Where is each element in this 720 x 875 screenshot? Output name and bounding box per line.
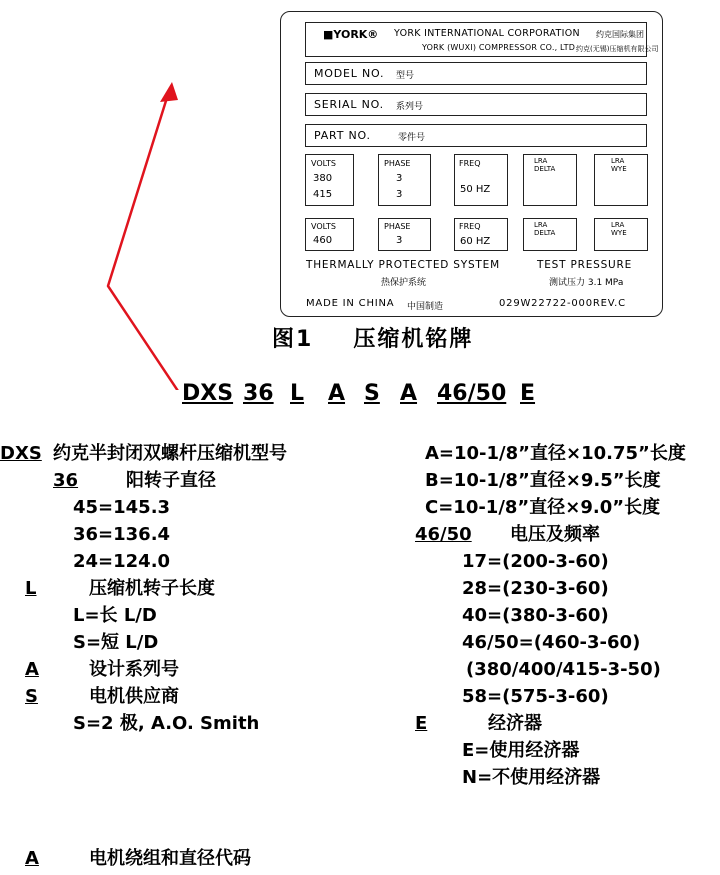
company-name: YORK INTERNATIONAL CORPORATION: [394, 28, 580, 39]
supplier-desc: 电机供应商: [89, 686, 179, 707]
economizer-desc: 经济器: [488, 713, 542, 734]
test-pressure-cn: 测试压力 3.1 MPa: [549, 278, 624, 288]
york-logo: ■YORK®: [323, 28, 379, 41]
serial-label-cn: 系列号: [396, 102, 424, 112]
voltage-option: 40=(380-3-60): [462, 605, 609, 626]
dxs-code: DXS: [0, 443, 42, 464]
lra-label: LRA: [611, 157, 625, 165]
delta-label: DELTA: [534, 229, 556, 237]
phase-label: PHASE: [384, 222, 411, 231]
freq-value: 50 HZ: [460, 184, 491, 195]
volts-label: VOLTS: [311, 159, 336, 168]
company2-name: YORK (WUXI) COMPRESSOR CO., LTD: [422, 43, 576, 52]
serial-label: SERIAL NO.: [314, 98, 384, 111]
lra-wye-box-2: [594, 218, 648, 251]
volts-value: 415: [313, 189, 333, 200]
nameplate-header: [305, 22, 659, 57]
dxs-desc: 约克半封闭双螺杆压缩机型号: [53, 443, 287, 464]
voltage-option: 58=(575-3-60): [462, 686, 609, 707]
voltage-code: 46/50: [415, 524, 472, 545]
company-name-cn: 约克国际集团: [596, 30, 644, 39]
lra-label: LRA: [611, 221, 625, 229]
economizer-option: E=使用经济器: [462, 740, 580, 761]
series-desc: 设计系列号: [89, 659, 179, 680]
thermal-text: THERMALLY PROTECTED SYSTEM: [306, 259, 500, 271]
freq-box-1: [454, 154, 508, 206]
lra-wye-box-1: [594, 154, 648, 206]
voltage-option: 28=(230-3-60): [462, 578, 609, 599]
lra-label: LRA: [534, 221, 548, 229]
voltage-option: 17=(200-3-60): [462, 551, 609, 572]
phase-label: PHASE: [384, 159, 411, 168]
rotor-code: 36: [53, 470, 79, 491]
economizer-code: E: [415, 713, 428, 734]
supplier-option: S=2 极, A.O. Smith: [73, 713, 260, 734]
voltage-option: 46/50=(460-3-60): [462, 632, 641, 653]
lra-delta-box-1: [523, 154, 577, 206]
voltage-desc: 电压及频率: [510, 524, 600, 545]
code-segment: S: [364, 381, 380, 406]
rotor-option: 24=124.0: [73, 551, 171, 572]
made-in-text: MADE IN CHINA: [306, 298, 395, 309]
wye-label: WYE: [611, 229, 627, 237]
length-option: S=短 L/D: [73, 632, 159, 653]
code-segment: 46/50: [437, 381, 507, 406]
code-segment: A: [400, 381, 418, 406]
dimension-option: B=10-1/8”直径×9.5”长度: [425, 470, 661, 491]
freq-box-2: [454, 218, 508, 251]
model-label: MODEL NO.: [314, 67, 385, 80]
phase-value: 3: [396, 235, 403, 246]
supplier-code: S: [25, 686, 38, 707]
freq-value: 60 HZ: [460, 236, 491, 247]
figure-caption: [272, 322, 473, 353]
serial-box: [305, 93, 647, 116]
code-segment: L: [290, 381, 305, 406]
model-box: [305, 62, 647, 85]
phase-value: 3: [396, 173, 403, 184]
wye-label: WYE: [611, 165, 627, 173]
length-code: L: [25, 578, 37, 599]
test-pressure-text: TEST PRESSURE: [537, 259, 633, 271]
phase-box-1: [378, 154, 431, 206]
made-in-cn: 中国制造: [407, 302, 444, 312]
nameplate: [280, 11, 663, 317]
rotor-option: 45=145.3: [73, 497, 171, 518]
delta-label: DELTA: [534, 165, 556, 173]
freq-label: FREQ: [459, 222, 481, 231]
code-segment: E: [520, 381, 536, 406]
length-desc: 压缩机转子长度: [89, 578, 215, 599]
pointer-arrow-icon: [100, 70, 220, 390]
winding-desc: 电机绕组和直径代码: [89, 848, 251, 869]
lra-label: LRA: [534, 157, 548, 165]
phase-box-2: [378, 218, 431, 251]
volts-label: VOLTS: [311, 222, 336, 231]
dimension-option: A=10-1/8”直径×10.75”长度: [425, 443, 686, 464]
volts-box-1: [305, 154, 354, 206]
rotor-desc: 阳转子直径: [126, 470, 216, 491]
series-code: A: [25, 659, 39, 680]
rotor-option: 36=136.4: [73, 524, 171, 545]
figure-title: 压缩机铭牌: [353, 327, 474, 352]
thermal-text-cn: 热保护系统: [381, 278, 427, 288]
part-label: PART NO.: [314, 129, 371, 142]
lra-delta-box-2: [523, 218, 577, 251]
figure-number: 图1: [272, 327, 314, 352]
part-box: [305, 124, 647, 147]
volts-value: 460: [313, 235, 333, 246]
doc-code: 029W22722-000REV.C: [499, 298, 626, 309]
volts-box-2: [305, 218, 354, 251]
length-option: L=长 L/D: [73, 605, 157, 626]
code-segment: A: [328, 381, 346, 406]
company2-name-cn: 约克(无锡)压缩机有限公司: [576, 45, 659, 53]
model-label-cn: 型号: [396, 71, 415, 81]
part-label-cn: 零件号: [398, 133, 426, 143]
winding-code: A: [25, 848, 39, 869]
volts-value: 380: [313, 173, 333, 184]
code-segment: 36: [243, 381, 274, 406]
dimension-option: C=10-1/8”直径×9.0”长度: [425, 497, 661, 518]
economizer-option: N=不使用经济器: [462, 767, 601, 788]
phase-value: 3: [396, 189, 403, 200]
code-segment: DXS: [182, 381, 234, 406]
voltage-option: (380/400/415-3-50): [466, 659, 661, 680]
freq-label: FREQ: [459, 159, 481, 168]
